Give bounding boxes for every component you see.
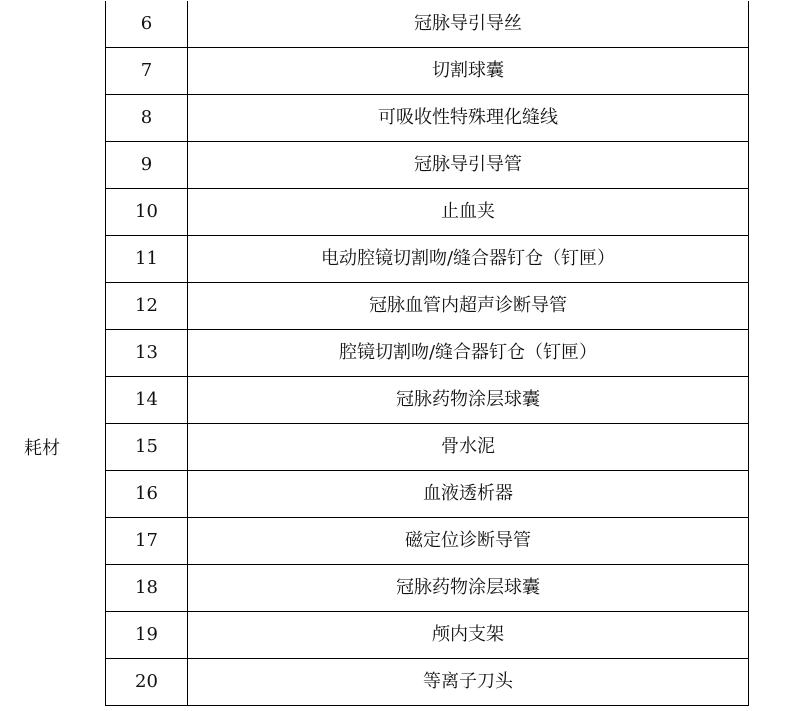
item-number: 13 xyxy=(106,330,188,377)
table-row xyxy=(106,48,749,95)
table-row xyxy=(106,330,749,377)
item-name: 止血夹 xyxy=(188,189,749,236)
table-row xyxy=(106,142,749,189)
item-name: 电动腔镜切割吻/缝合器钉仓（钉匣） xyxy=(188,236,749,283)
table-row xyxy=(106,377,749,424)
item-number: 6 xyxy=(106,1,188,48)
item-number: 16 xyxy=(106,471,188,518)
item-number: 7 xyxy=(106,48,188,95)
item-name: 冠脉药物涂层球囊 xyxy=(188,377,749,424)
category-label: 耗材 xyxy=(24,438,60,459)
table-row xyxy=(106,612,749,659)
item-number: 15 xyxy=(106,424,188,471)
table-row xyxy=(106,565,749,612)
table-row xyxy=(106,1,749,48)
item-name: 切割球囊 xyxy=(188,48,749,95)
item-number: 10 xyxy=(106,189,188,236)
item-number: 17 xyxy=(106,518,188,565)
table-row xyxy=(106,424,749,471)
item-name: 骨水泥 xyxy=(188,424,749,471)
item-number: 8 xyxy=(106,95,188,142)
table-row xyxy=(106,283,749,330)
item-number: 12 xyxy=(106,283,188,330)
item-name: 磁定位诊断导管 xyxy=(188,518,749,565)
item-number: 11 xyxy=(106,236,188,283)
item-number: 20 xyxy=(106,659,188,706)
item-name: 冠脉导引导丝 xyxy=(188,1,749,48)
item-name: 冠脉导引导管 xyxy=(188,142,749,189)
item-number: 14 xyxy=(106,377,188,424)
item-number: 18 xyxy=(106,565,188,612)
table-row xyxy=(106,95,749,142)
item-name: 腔镜切割吻/缝合器钉仓（钉匣） xyxy=(188,330,749,377)
table-row xyxy=(106,518,749,565)
item-name: 颅内支架 xyxy=(188,612,749,659)
table-row xyxy=(106,189,749,236)
items-table xyxy=(105,1,749,706)
item-name: 血液透析器 xyxy=(188,471,749,518)
item-name: 冠脉药物涂层球囊 xyxy=(188,565,749,612)
item-name: 等离子刀头 xyxy=(188,659,749,706)
table-row xyxy=(106,471,749,518)
item-number: 9 xyxy=(106,142,188,189)
table-row xyxy=(106,659,749,706)
item-number: 19 xyxy=(106,612,188,659)
item-name: 可吸收性特殊理化缝线 xyxy=(188,95,749,142)
table-row xyxy=(106,236,749,283)
item-name: 冠脉血管内超声诊断导管 xyxy=(188,283,749,330)
